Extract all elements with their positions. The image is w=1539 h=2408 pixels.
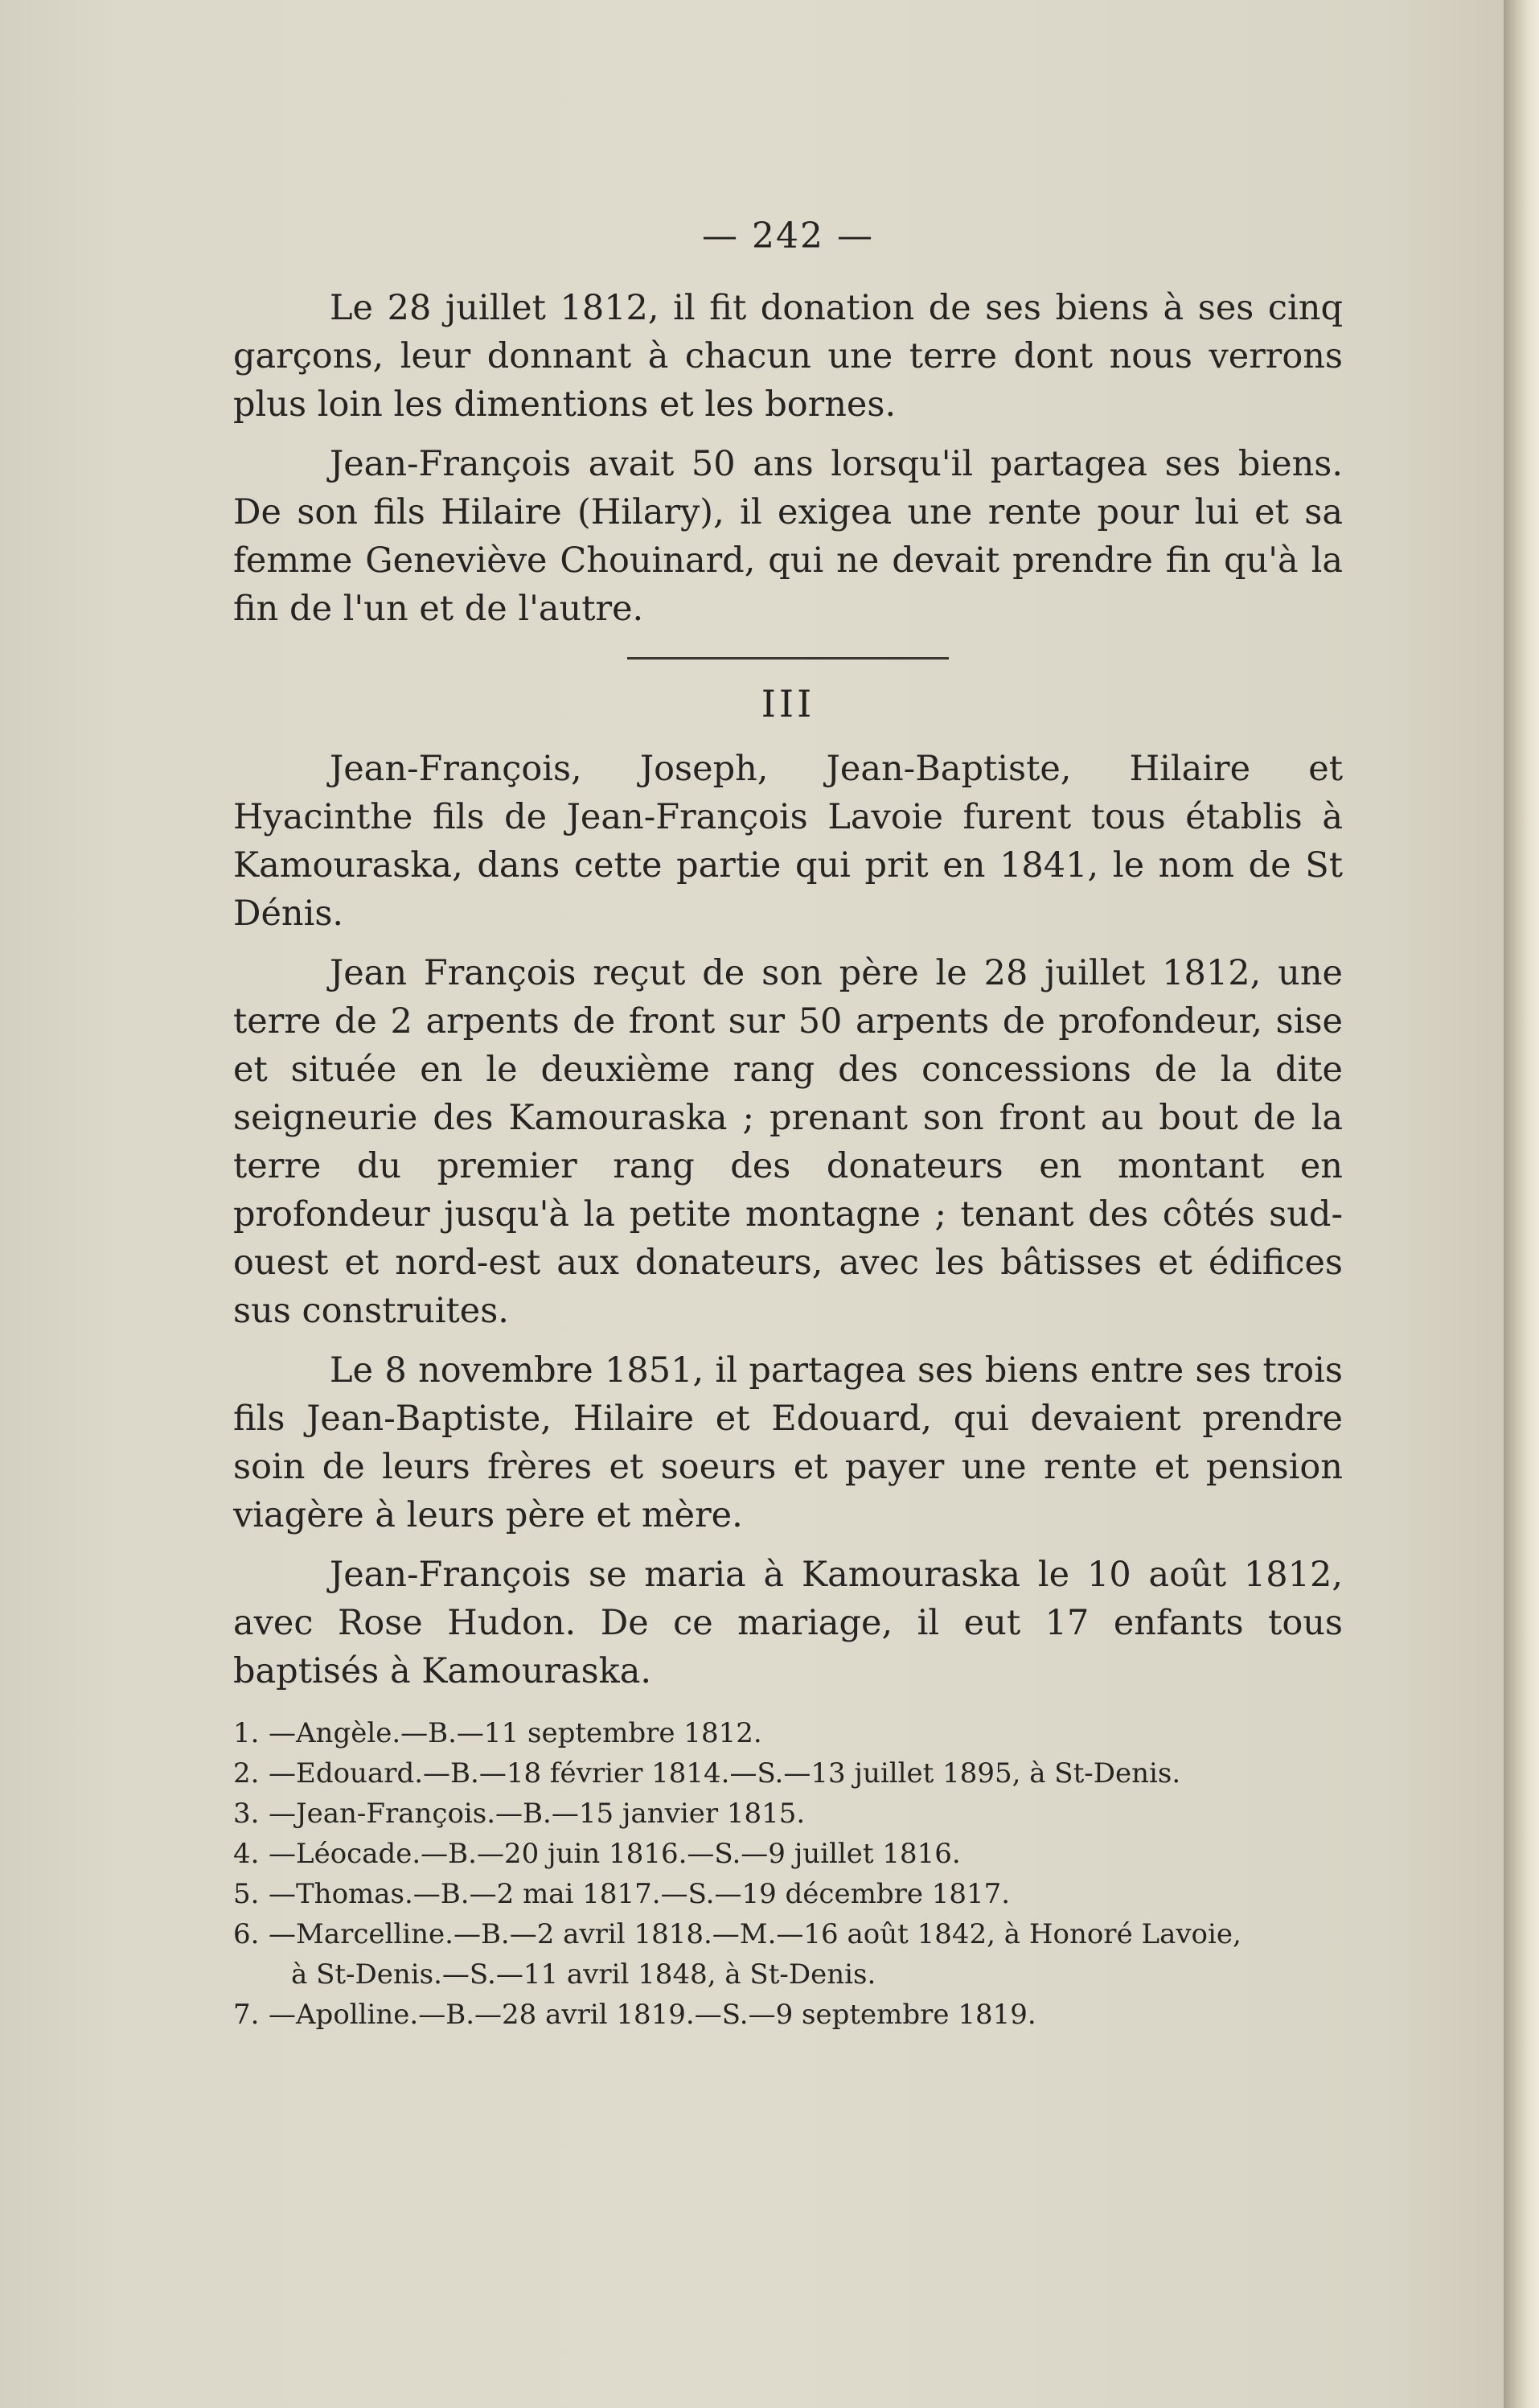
paragraph-donation: Le 28 juillet 1812, il fit donation de ses biens à ses cinq garçons, leur donnant à chacun une terre dont nous verrons plus loin les dimentions et les bornes.	[233, 288, 1343, 425]
children-list	[233, 1713, 1343, 2035]
list-item	[233, 1794, 1343, 1834]
list-item-continuation: à St-Denis.—S.—11 avril 1848, à St-Denis.	[291, 1958, 876, 1991]
section-heading: III	[761, 682, 815, 725]
list-item	[233, 1874, 1343, 1914]
item-text: —Edouard.—B.—18 février 1814.—S.—13 juillet 1895, à St-Denis.	[269, 1757, 1181, 1790]
section-divider	[627, 657, 949, 660]
paragraph-terre: Jean François reçut de son père le 28 juillet 1812, une terre de 2 arpents de front sur 50 arpents de profondeur, sise et située en le deuxième rang des concessions de la dite seigneurie des Kamouraska ; prenant son front au bout de la terre du premier rang des donateurs en montant en profondeur jusqu'à la petite montagne ; tenant des côtés sud-ouest et nord-est aux donateurs, avec les bâtisses et édifices sus construites.	[233, 953, 1343, 1331]
paragraph-fils: Jean-François, Joseph, Jean-Baptiste, Hilaire et Hyacinthe fils de Jean-François Lavoie furent tous établis à Kamouraska, dans cette partie qui prit en 1841, le nom de St Dénis.	[233, 749, 1343, 934]
item-text: —Jean-François.—B.—15 janvier 1815.	[269, 1798, 806, 1830]
item-text: —Léocade.—B.—20 juin 1816.—S.—9 juillet 1816.	[269, 1838, 961, 1870]
item-number: 1.	[233, 1717, 260, 1749]
list-item	[233, 1995, 1343, 2035]
item-number: 4.	[233, 1838, 260, 1870]
item-text: —Thomas.—B.—2 mai 1817.—S.—19 décembre 1817.	[269, 1878, 1011, 1910]
list-item	[233, 1713, 1343, 1753]
list-item	[233, 1914, 1343, 1954]
page-number: — 242 —	[702, 216, 874, 257]
item-number: 5.	[233, 1878, 260, 1910]
paragraph-partage: Jean-François avait 50 ans lorsqu'il partagea ses biens. De son fils Hilaire (Hilary), il exigea une rente pour lui et sa femme Geneviève Chouinard, qui ne devait prendre fin qu'à la fin de l'un et de l'autre.	[233, 444, 1343, 629]
item-text: —Marcelline.—B.—2 avril 1818.—M.—16 août 1842, à Honoré Lavoie,	[269, 1918, 1241, 1950]
page-content	[233, 216, 1343, 2035]
item-number: 6.	[233, 1918, 260, 1950]
item-number: 3.	[233, 1798, 260, 1830]
list-item	[233, 1753, 1343, 1794]
item-number: 7.	[233, 1999, 260, 2031]
list-item	[233, 1834, 1343, 1874]
item-text: —Apolline.—B.—28 avril 1819.—S.—9 septembre 1819.	[269, 1999, 1036, 2031]
item-number: 2.	[233, 1757, 260, 1790]
page-edge	[1504, 0, 1539, 2408]
item-text: —Angèle.—B.—11 septembre 1812.	[269, 1717, 762, 1749]
paragraph-partage-1851: Le 8 novembre 1851, il partagea ses biens entre ses trois fils Jean-Baptiste, Hilaire et Edouard, qui devaient prendre soin de leurs frères et soeurs et payer une rente et pension viagère à leurs père et mère.	[233, 1350, 1343, 1535]
paragraph-mariage: Jean-François se maria à Kamouraska le 10 août 1812, avec Rose Hudon. De ce mariage, il eut 17 enfants tous baptisés à Kamouraska.	[233, 1555, 1343, 1691]
